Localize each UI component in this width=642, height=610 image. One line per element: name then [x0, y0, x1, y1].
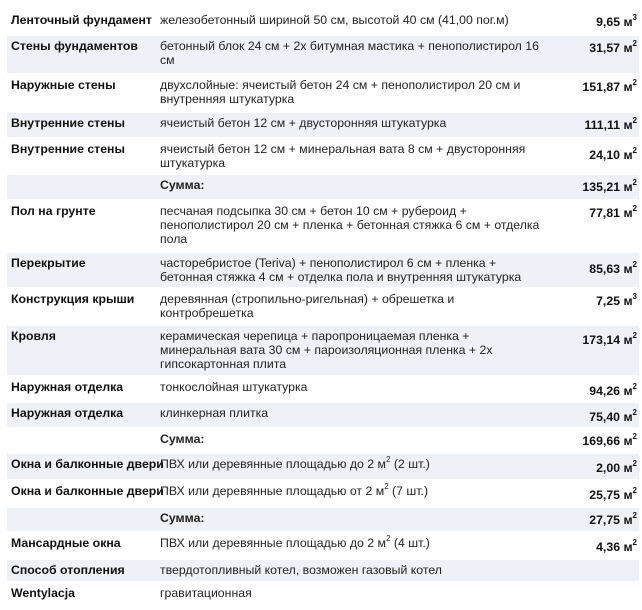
table-row: [7, 377, 639, 402]
row-description: двухслойные: ячеистый бетон 24 см + пенополистирол 20 см и внутренняя штукатурка: [160, 78, 521, 106]
row-value: [527, 75, 637, 94]
table-row: [7, 326, 639, 376]
unit-exponent: 2: [632, 145, 637, 155]
row-name: Внутренние стены: [11, 116, 125, 130]
row-value: [527, 113, 637, 132]
unit-exponent: 3: [632, 291, 637, 301]
row-name: [11, 175, 163, 178]
table-row: [7, 481, 639, 507]
unit-exponent: 2: [632, 203, 637, 213]
unit-exponent: 2: [632, 381, 637, 391]
row-name: Окна и балконные двери: [11, 484, 164, 498]
table-row: [7, 403, 639, 428]
value-number: 85,63 м: [589, 262, 633, 276]
row-description: ячеистый бетон 12 см + минеральная вата 8 см + двусторонняя штукатурка: [160, 142, 526, 170]
row-description: керамическая черепица + паропроницаемая пленка + минеральная вата 30 см + пароизоляционная пленка + 2x гипсокартонная плита: [160, 329, 493, 371]
row-value: [527, 36, 637, 55]
description-text: ПВХ или деревянные площадью до 2 м: [160, 536, 386, 550]
sum-row: [7, 429, 639, 453]
row-name: Окна и балконные двери: [11, 457, 164, 471]
row-value: [527, 201, 637, 220]
row-description: клинкерная плитка: [160, 406, 269, 420]
row-name: Пол на грунте: [11, 204, 96, 218]
table-row: [7, 75, 639, 112]
unit-exponent: 2: [632, 431, 637, 441]
row-name: Наружная отделка: [11, 380, 124, 394]
description-exponent: 2: [386, 533, 391, 543]
description-tail: (7 шт.): [388, 484, 429, 498]
row-description: ячеистый бетон 12 см + двусторонняя штукатурка: [160, 116, 447, 130]
table-row: [7, 454, 639, 480]
row-name: Перекрытие: [11, 256, 86, 270]
table-row: [7, 253, 639, 288]
value-number: 77,81 м: [589, 206, 633, 220]
row-description: железобетонный шириной 50 см, высотой 40 см (41,00 пог.м): [160, 13, 509, 27]
description-tail: (4 шт.): [390, 536, 430, 550]
value-number: 24,10 м: [589, 148, 633, 162]
row-value: [527, 377, 637, 398]
table-row: [7, 533, 639, 559]
value-number: 4,36 м: [596, 540, 633, 554]
row-value: [527, 139, 637, 162]
unit-exponent: 2: [632, 115, 637, 125]
row-value: [527, 10, 637, 29]
row-description: твердотопливный котел, возможен газовый котел: [160, 563, 442, 577]
row-value: [527, 429, 637, 448]
value-number: 151,87 м: [582, 80, 633, 94]
row-name: Внутренние стены: [11, 142, 125, 156]
value-number: 31,57 м: [589, 41, 633, 55]
table-row: [7, 36, 639, 74]
unit-exponent: 2: [632, 38, 637, 48]
table-row: [7, 10, 639, 34]
row-description: часторебристое (Teriva) + пенополистирол 6 см + пленка + бетонная стяжка 4 см + отделка пола и внутренняя штукатурка: [160, 256, 522, 284]
row-name: Кровля: [11, 329, 56, 343]
row-name: Wentylacja: [11, 586, 76, 600]
row-value: [527, 454, 637, 475]
description-exponent: 2: [384, 481, 389, 491]
value-number: 111,11 м: [584, 118, 633, 132]
value-number: 94,26 м: [589, 384, 633, 398]
unit-exponent: 2: [632, 259, 637, 269]
value-number: 27,75 м: [589, 513, 633, 527]
row-name: [11, 508, 163, 511]
row-value: [527, 403, 637, 424]
unit-exponent: 2: [632, 77, 637, 87]
value-number: 135,21 м: [582, 180, 633, 194]
row-description: тонкослойная штукатурка: [160, 380, 308, 394]
row-name: Ленточный фундамент: [11, 13, 152, 27]
row-value: [527, 289, 637, 308]
sum-row: [7, 175, 639, 200]
row-name: Способ отопления: [11, 563, 125, 577]
table-row: [7, 113, 639, 138]
sum-label: Сумма:: [160, 511, 205, 525]
row-value: [527, 508, 637, 527]
table-row: [7, 583, 639, 605]
row-name: Наружные стены: [11, 78, 116, 92]
row-name: Стены фундаментов: [11, 39, 138, 53]
row-description: гравитационная: [160, 586, 252, 600]
value-number: 2,00 м: [596, 461, 633, 475]
unit-exponent: 2: [632, 458, 637, 468]
row-description: [160, 481, 540, 498]
unit-exponent: 2: [632, 177, 637, 187]
value-number: 7,25 м: [596, 294, 633, 308]
table-row: [7, 289, 639, 325]
unit-exponent: 2: [632, 330, 637, 340]
value-number: 25,75 м: [589, 488, 633, 502]
sum-row: [7, 508, 639, 532]
unit-exponent: 2: [632, 485, 637, 495]
value-number: 75,40 м: [589, 410, 633, 424]
row-description: песчаная подсыпка 30 см + бетон 10 см + рубероид + пенополистирол 20 см + пленка + бетонная стяжка 6 см + отделка пола: [160, 204, 540, 246]
row-description: бетонный блок 24 см + 2x битумная мастика + пенополистирол 16 см: [160, 39, 539, 67]
description-exponent: 2: [386, 454, 391, 464]
row-name: Наружная отделка: [11, 406, 124, 420]
row-value: [527, 533, 637, 554]
sum-label: Сумма:: [160, 178, 205, 192]
row-description: [160, 454, 540, 471]
unit-exponent: 2: [632, 510, 637, 520]
description-tail: (2 шт.): [390, 457, 430, 471]
unit-exponent: 2: [632, 407, 637, 417]
value-number: 173,14 м: [582, 333, 633, 347]
row-value: [527, 175, 637, 194]
row-value: [527, 326, 637, 347]
row-value: [527, 481, 637, 502]
unit-exponent: 2: [632, 537, 637, 547]
row-name: Конструкция крыши: [11, 292, 135, 306]
row-value: [527, 253, 637, 276]
table-row: [7, 201, 639, 252]
description-text: ПВХ или деревянные площадью до 2 м: [160, 457, 386, 471]
description-text: ПВХ или деревянные площадью от 2 м: [160, 484, 385, 498]
value-number: 9,65 м: [596, 15, 633, 29]
unit-exponent: 3: [632, 12, 637, 22]
sum-label: Сумма:: [160, 432, 205, 446]
table-row: [7, 139, 639, 174]
value-number: 169,66 м: [582, 434, 633, 448]
row-description: деревянная (стропильно-ригельная) + обрешетка и контробрешетка: [160, 292, 455, 320]
row-description: [160, 533, 540, 550]
table-row: [7, 560, 639, 582]
row-name: Мансардные окна: [11, 536, 121, 550]
row-name: [11, 429, 163, 432]
